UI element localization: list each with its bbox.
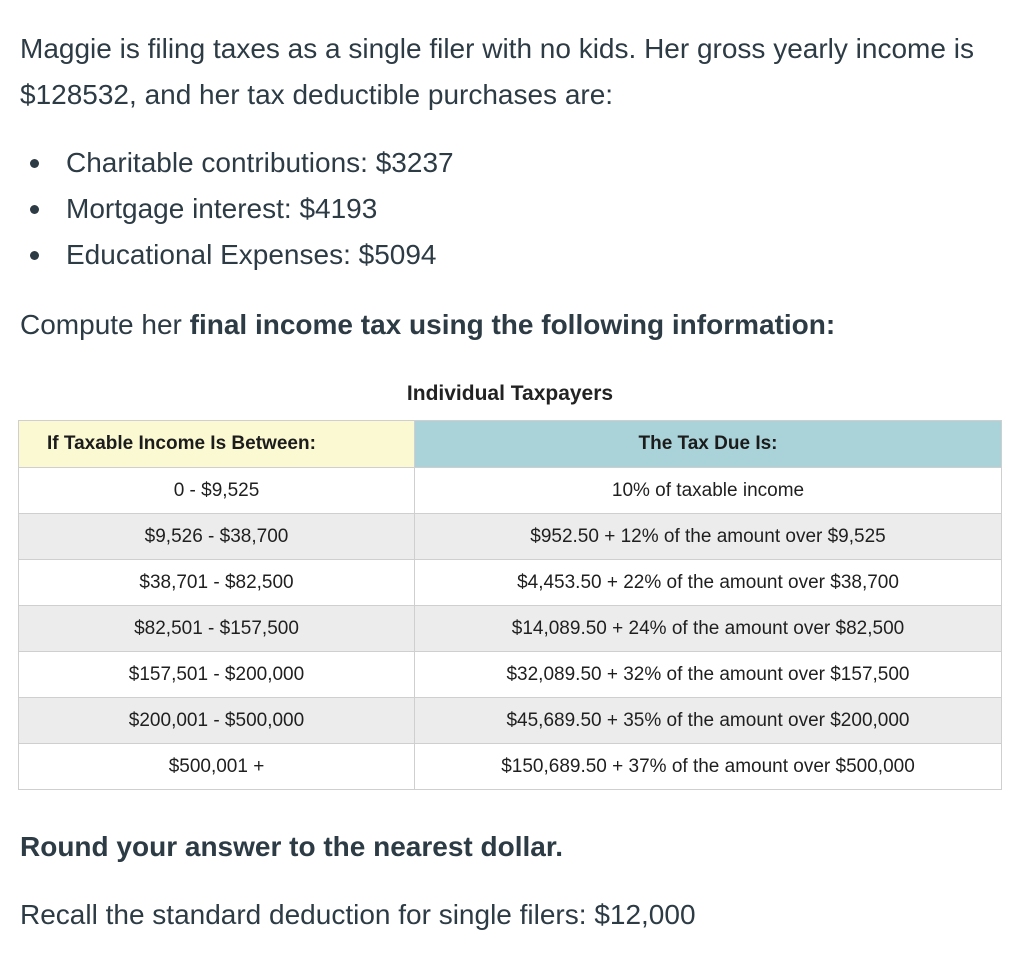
bullet-icon [30, 205, 39, 214]
table-title: Individual Taxpayers [406, 382, 614, 405]
deductions-list [20, 140, 454, 278]
tax-due-cell: $952.50 + 12% of the amount over $9,525 [415, 514, 1002, 560]
compute-bold: final income tax using the following information: [189, 309, 836, 340]
deduction-charitable: Charitable contributions: $3237 [66, 147, 454, 178]
income-range-cell: $38,701 - $82,500 [19, 560, 415, 606]
income-range-cell: $9,526 - $38,700 [19, 514, 415, 560]
tax-due-cell: $45,689.50 + 35% of the amount over $200,000 [415, 698, 1002, 744]
tax-due-cell: $32,089.50 + 32% of the amount over $157,500 [415, 652, 1002, 698]
table-row [19, 468, 1002, 514]
list-item [20, 186, 454, 232]
standard-deduction-note: Recall the standard deduction for single filers: $12,000 [20, 899, 696, 930]
income-range-cell: $157,501 - $200,000 [19, 652, 415, 698]
rounding-instruction: Round your answer to the nearest dollar. [20, 831, 563, 862]
tax-table-image [18, 368, 1002, 800]
tax-bracket-table [18, 420, 1002, 790]
table-row [19, 514, 1002, 560]
tax-due-cell: 10% of taxable income [415, 468, 1002, 514]
table-row [19, 652, 1002, 698]
table-header-row [19, 421, 1002, 468]
tax-due-cell: $150,689.50 + 37% of the amount over $500,000 [415, 744, 1002, 790]
income-range-cell: $200,001 - $500,000 [19, 698, 415, 744]
table-row [19, 606, 1002, 652]
bullet-icon [30, 159, 39, 168]
list-item [20, 232, 454, 278]
header-tax-due: The Tax Due Is: [415, 421, 1002, 468]
tax-due-cell: $4,453.50 + 22% of the amount over $38,700 [415, 560, 1002, 606]
income-range-cell: 0 - $9,525 [19, 468, 415, 514]
problem-intro: Maggie is filing taxes as a single filer with no kids. Her gross yearly income is $128532, and her tax deductible purchases are: [20, 33, 974, 110]
income-range-cell: $500,001 + [19, 744, 415, 790]
table-row [19, 560, 1002, 606]
table-row [19, 744, 1002, 790]
income-range-cell: $82,501 - $157,500 [19, 606, 415, 652]
deduction-mortgage: Mortgage interest: $4193 [66, 193, 378, 224]
compute-instruction [20, 302, 835, 348]
compute-prefix: Compute her [20, 309, 190, 340]
bullet-icon [30, 251, 39, 260]
list-item [20, 140, 454, 186]
table-row [19, 698, 1002, 744]
header-taxable-income: If Taxable Income Is Between: [19, 421, 415, 468]
tax-due-cell: $14,089.50 + 24% of the amount over $82,500 [415, 606, 1002, 652]
deduction-education: Educational Expenses: $5094 [66, 239, 437, 270]
